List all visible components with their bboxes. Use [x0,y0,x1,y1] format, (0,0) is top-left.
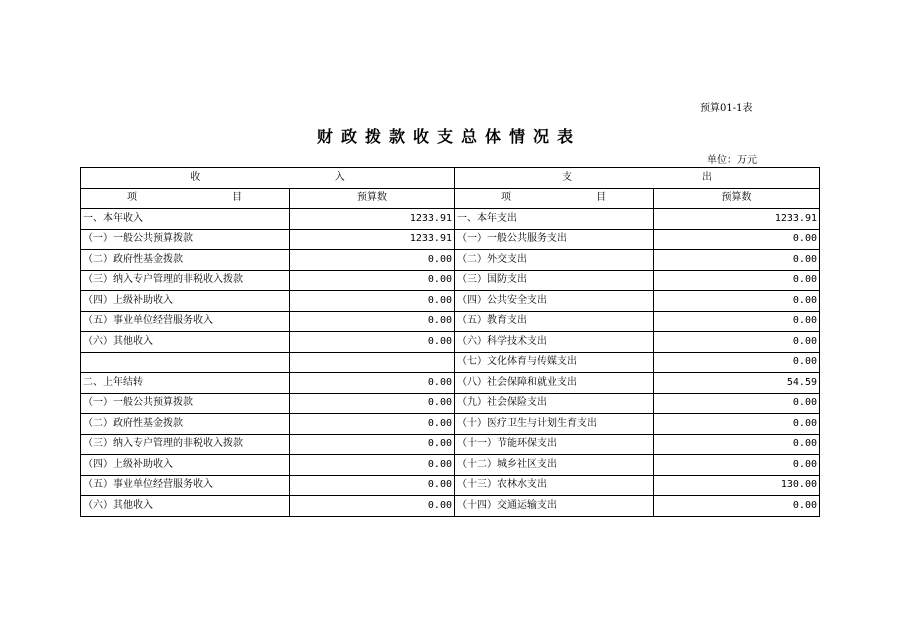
expense-item-cell: （三）国防支出 [455,270,654,291]
table-row [81,373,820,394]
expense-item-header-char-2: 目 [596,192,606,204]
expense-item-cell: （十）医疗卫生与计划生育支出 [455,414,654,435]
income-value-cell: 0.00 [290,250,455,271]
expense-value-cell: 0.00 [654,455,820,476]
income-value-cell [290,352,455,373]
income-section-header [81,168,455,189]
income-item-cell: （五）事业单位经营服务收入 [81,311,290,332]
expense-item-cell: （八）社会保障和就业支出 [455,373,654,394]
table-row [81,455,820,476]
income-budget-header: 预算数 [290,188,455,209]
expense-value-cell: 0.00 [654,270,820,291]
income-value-cell: 0.00 [290,311,455,332]
income-value-cell: 0.00 [290,455,455,476]
table-row [81,270,820,291]
income-item-header [81,188,290,209]
income-value-cell: 1233.91 [290,229,455,250]
income-item-cell: （三）纳入专户管理的非税收入拨款 [81,434,290,455]
expense-item-cell: （七）文化体育与传媒支出 [455,352,654,373]
expense-value-cell: 0.00 [654,291,820,312]
income-item-cell: （六）其他收入 [81,332,290,353]
income-value-cell: 1233.91 [290,209,455,230]
income-item-cell: （三）纳入专户管理的非税收入拨款 [81,270,290,291]
income-value-cell: 0.00 [290,414,455,435]
expense-value-cell: 0.00 [654,229,820,250]
section-header-row [81,168,820,189]
expense-item-cell: （九）社会保险支出 [455,393,654,414]
expense-section-char-1: 支 [562,171,572,183]
expense-item-cell: （四）公共安全支出 [455,291,654,312]
form-code: 预算01-1表 [700,103,753,114]
income-value-cell: 0.00 [290,270,455,291]
expense-item-cell: （五）教育支出 [455,311,654,332]
income-item-cell: （四）上级补助收入 [81,455,290,476]
expense-item-cell: （十三）农林水支出 [455,475,654,496]
table-row [81,209,820,230]
document-title: 财政拨款收支总体情况表 [316,127,581,146]
expense-value-cell: 0.00 [654,496,820,517]
expense-budget-header: 预算数 [654,188,820,209]
table-row [81,496,820,517]
expense-value-cell: 0.00 [654,250,820,271]
income-item-cell: （五）事业单位经营服务收入 [81,475,290,496]
income-item-cell: 二、上年结转 [81,373,290,394]
income-item-cell: 一、本年收入 [81,209,290,230]
income-value-cell: 0.00 [290,393,455,414]
income-item-cell: （一）一般公共预算拨款 [81,393,290,414]
income-item-cell: （二）政府性基金拨款 [81,414,290,435]
income-value-cell: 0.00 [290,291,455,312]
column-header-row [81,188,820,209]
budget-table [80,167,820,517]
income-section-char-1: 收 [190,171,201,183]
income-value-cell: 0.00 [290,475,455,496]
table-row [81,434,820,455]
expense-item-cell: （十二）城乡社区支出 [455,455,654,476]
table-row [81,229,820,250]
table-row [81,414,820,435]
expense-value-cell: 0.00 [654,311,820,332]
income-item-cell: （二）政府性基金拨款 [81,250,290,271]
table-row [81,291,820,312]
table-row [81,352,820,373]
expense-item-cell: （十四）交通运输支出 [455,496,654,517]
income-value-cell: 0.00 [290,332,455,353]
income-value-cell: 0.00 [290,373,455,394]
expense-section-header [455,168,820,189]
expense-value-cell: 0.00 [654,393,820,414]
expense-item-header-char-1: 项 [501,192,511,204]
income-item-cell: （六）其他收入 [81,496,290,517]
table-row [81,311,820,332]
expense-item-cell: （二）外交支出 [455,250,654,271]
expense-value-cell: 0.00 [654,414,820,435]
income-item-cell [81,352,290,373]
expense-item-cell: 一、本年支出 [455,209,654,230]
income-item-cell: （一）一般公共预算拨款 [81,229,290,250]
expense-item-cell: （一）一般公共服务支出 [455,229,654,250]
income-item-cell: （四）上级补助收入 [81,291,290,312]
income-section-char-2: 入 [334,171,345,183]
table-row [81,250,820,271]
table-row [81,393,820,414]
income-item-header-char-1: 项 [127,192,137,204]
income-value-cell: 0.00 [290,434,455,455]
expense-value-cell: 0.00 [654,434,820,455]
table-row [81,475,820,496]
income-item-header-char-2: 目 [232,192,242,204]
unit-label: 单位：万元 [707,155,757,166]
expense-value-cell: 130.00 [654,475,820,496]
expense-value-cell: 0.00 [654,332,820,353]
expense-value-cell: 1233.91 [654,209,820,230]
expense-value-cell: 54.59 [654,373,820,394]
expense-value-cell: 0.00 [654,352,820,373]
table-row [81,332,820,353]
income-value-cell: 0.00 [290,496,455,517]
expense-item-cell: （六）科学技术支出 [455,332,654,353]
expense-section-char-2: 出 [702,171,712,183]
expense-item-header [455,188,654,209]
expense-item-cell: （十一）节能环保支出 [455,434,654,455]
